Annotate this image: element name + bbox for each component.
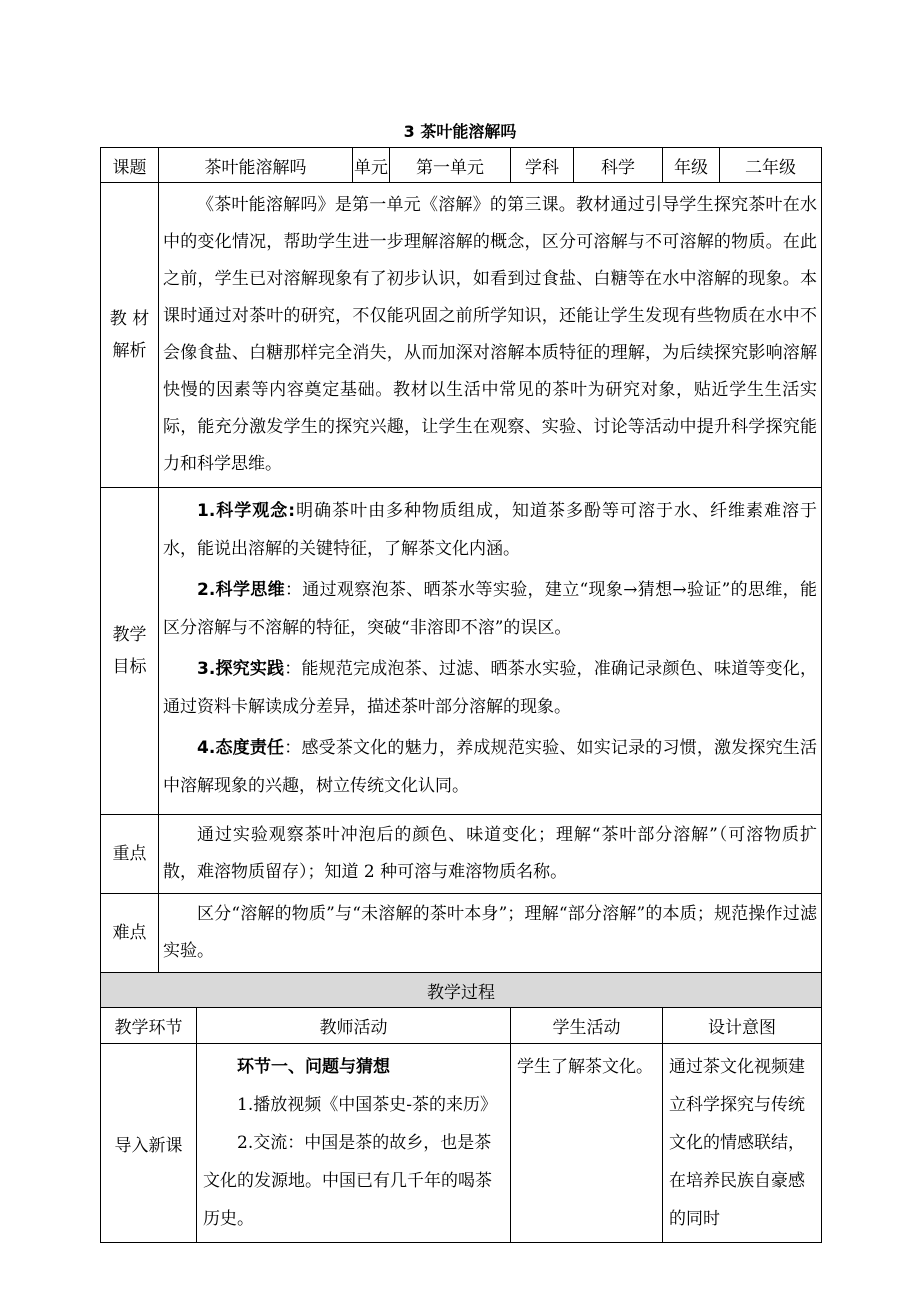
key-point-label: 重点	[101, 815, 159, 894]
grade-label: 年级	[663, 148, 720, 183]
col-stage-header: 教学环节	[101, 1008, 197, 1044]
key-point-row	[101, 815, 822, 894]
process-banner-row	[101, 973, 822, 1008]
subject-value: 科学	[574, 148, 663, 183]
difficulty-text: 区分“溶解的物质”与“未溶解的茶叶本身”；理解“部分溶解”的本质；规范操作过滤实验。	[159, 894, 822, 973]
topic-value: 茶叶能溶解吗	[159, 148, 353, 183]
goals-list	[159, 488, 822, 815]
teacher-activity	[197, 1044, 511, 1243]
subject-label: 学科	[511, 148, 574, 183]
unit-label: 单元	[353, 148, 390, 183]
unit-value: 第一单元	[390, 148, 511, 183]
key-point-text: 通过实验观察茶叶冲泡后的颜色、味道变化；理解“茶叶部分溶解”（可溶物质扩散，难溶物质留存）；知道 2 种可溶与难溶物质名称。	[159, 815, 822, 894]
difficulty-row	[101, 894, 822, 973]
analysis-text: 《茶叶能溶解吗》是第一单元《溶解》的第三课。教材通过引导学生探究茶叶在水中的变化情况，帮助学生进一步理解溶解的概念，区分可溶解与不可溶解的物质。在此之前，学生已对溶解现象有了初步认识，如看到过食盐、白糖等在水中溶解的现象。本课时通过对茶叶的研究，不仅能巩固之前所学知识，还能让学生发现有些物质在水中不会像食盐、白糖那样完全消失，从而加深对溶解本质特征的理解，为后续探究影响溶解快慢的因素等内容奠定基础。教材以生活中常见的茶叶为研究对象，贴近学生生活实际，能充分激发学生的探究兴趣，让学生在观察、实验、讨论等活动中提升科学探究能力和科学思维。	[159, 183, 822, 488]
analysis-label: 教 材 解析	[101, 183, 159, 488]
grade-value: 二年级	[720, 148, 822, 183]
topic-label: 课题	[101, 148, 159, 183]
goals-label: 教学 目标	[101, 488, 159, 815]
analysis-row	[101, 183, 822, 488]
teacher-heading: 环节一、问题与猜想	[237, 1057, 390, 1077]
goal-item: 1.科学观念:明确茶叶由多种物质组成，知道茶多酚等可溶于水、纤维素难溶于水，能说出溶解的关键特征，了解茶文化内涵。	[163, 501, 817, 559]
col-teacher-header: 教师活动	[197, 1008, 511, 1044]
stage-cell: 导入新课	[101, 1044, 197, 1243]
difficulty-label: 难点	[101, 894, 159, 973]
process-row	[101, 1044, 822, 1243]
process-banner: 教学过程	[101, 973, 822, 1008]
student-activity: 学生了解茶文化。	[511, 1044, 663, 1243]
process-header-row	[101, 1008, 822, 1044]
design-intent: 通过茶文化视频建立科学探究与传统文化的情感联结，在培养民族自豪感的同时	[663, 1044, 822, 1243]
col-student-header: 学生活动	[511, 1008, 663, 1044]
goal-item: 2.科学思维：通过观察泡茶、晒茶水等实验，建立“现象→猜想→验证”的思维，能区分溶解与不溶解的特征，突破“非溶即不溶”的误区。	[163, 580, 817, 638]
lesson-plan-table	[100, 147, 822, 1243]
goals-row	[101, 488, 822, 815]
goal-item: 4.态度责任：感受茶文化的魅力，养成规范实验、如实记录的习惯，激发探究生活中溶解现象的兴趣，树立传统文化认同。	[163, 738, 817, 796]
teacher-step: 2.交流：中国是茶的故乡，也是茶文化的发源地。中国已有几千年的喝茶历史。	[203, 1133, 492, 1229]
col-design-header: 设计意图	[663, 1008, 822, 1044]
header-row	[101, 148, 822, 183]
goal-item: 3.探究实践：能规范完成泡茶、过滤、晒茶水实验，准确记录颜色、味道等变化，通过资料卡解读成分差异，描述茶叶部分溶解的现象。	[163, 659, 817, 717]
teacher-step: 1.播放视频《中国茶史-茶的来历》	[237, 1095, 497, 1115]
page-title: 3 茶叶能溶解吗	[403, 122, 517, 141]
